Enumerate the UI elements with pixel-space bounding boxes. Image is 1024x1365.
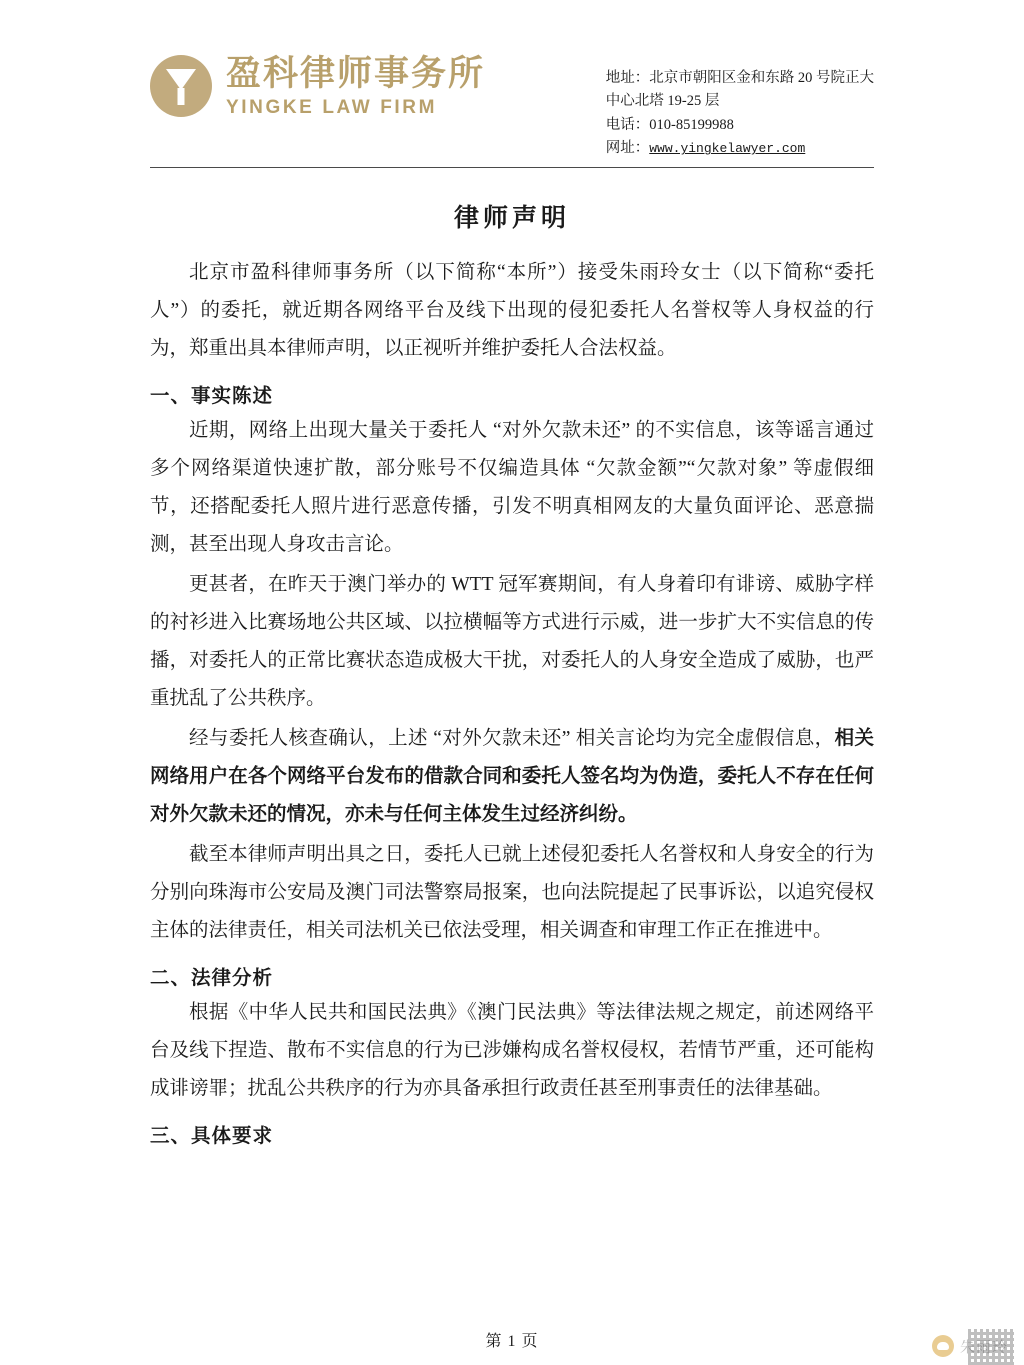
facts-paragraph-2: 更甚者，在昨天于澳门举办的 WTT 冠军赛期间，有人身着印有诽谤、威胁字样的衬衫进入比赛场地公共区域、以拉横幅等方式进行示威，进一步扩大不实信息的传播，对委托人的正常比赛状态造成极大干扰，对委托人的人身安全造成了威胁，也严重扰乱了公共秩序。 (150, 574, 874, 710)
intro-paragraph: 北京市盈科律师事务所（以下简称“本所”）接受朱雨玲女士（以下简称“委托人”）的委托，就近期各网络平台及线下出现的侵犯委托人名誉权等人身权益的行为，郑重出具本律师声明，以正视听并维护委托人合法权益。 (150, 261, 874, 359)
facts-paragraph-3-bold: 相关网络用户在各个网络平台发布的借款合同和委托人签名均为伪造，委托人不存在任何对外欠款未还的情况，亦未与任何主体发生过经济纠纷。 (150, 728, 874, 826)
letterhead (0, 0, 1024, 161)
section-heading-facts: 一、事实陈述 (150, 385, 274, 407)
document-body (0, 254, 1024, 1148)
yingke-logo-icon (150, 55, 212, 117)
brand-name-cn: 盈科律师事务所 (226, 53, 486, 93)
brand-name-en: YINGKE LAW FIRM (226, 96, 438, 118)
firm-brand (150, 55, 485, 117)
facts-paragraph-3 (150, 720, 874, 834)
section-heading-specific-demands: 三、具体要求 (150, 1126, 274, 1148)
brand-text (226, 53, 486, 118)
section-heading-legal-analysis: 二、法律分析 (150, 968, 274, 990)
address-line-2: 中心北塔 19-25 层 (605, 93, 720, 110)
page-number: 第 1 页 (485, 1333, 539, 1350)
facts-paragraph-4: 截至本律师声明出具之日，委托人已就上述侵犯委托人名誉权和人身安全的行为分别向珠海市公安局及澳门司法警察局报案，也向法院提起了民事诉讼，以追究侵权主体的法律责任，相关司法机关已依法受理，相关调查和审理工作正在推进中。 (150, 844, 874, 942)
page-title: 律师声明 (453, 204, 570, 232)
website-label: 网址： (605, 140, 650, 157)
weibo-icon (932, 1335, 954, 1357)
facts-paragraph-1: 近期，网络上出现大量关于委托人 “对外欠款未还” 的不实信息，该等谣言通过多个网络渠道快速扩散，部分账号不仅编造具体 “欠款金额”“欠款对象” 等虚假细节，还搭配委托人照片进行恶意传播，引发不明真相网友的大量负面评论、恶意揣测，甚至出现人身攻击言论。 (150, 419, 874, 556)
legal-analysis-paragraph-1: 根据《中华人民共和国民法典》《澳门民法典》等法律法规之规定，前述网络平台及线下捏造、散布不实信息的行为已涉嫌构成名誉权侵权，若情节严重，还可能构成诽谤罪；扰乱公共秩序的行为亦具备承担行政责任甚至刑事责任的法律基础。 (150, 1002, 874, 1100)
website-line (606, 137, 874, 160)
phone-line: 电话：010-85199988 (605, 116, 734, 133)
watermark-label: 朱雨玲 (959, 1338, 1008, 1356)
header-divider (150, 167, 874, 168)
website-link[interactable]: www.yingkelawyer.com (649, 141, 806, 157)
address-line-1: 地址：北京市朝阳区金和东路 20 号院正大 (605, 70, 874, 86)
facts-paragraph-3-normal: 经与委托人核查确认，上述 “对外欠款未还” 相关言论均为完全虚假信息， (189, 728, 835, 750)
contact-block (606, 55, 874, 161)
qr-code-icon (968, 1329, 1014, 1365)
